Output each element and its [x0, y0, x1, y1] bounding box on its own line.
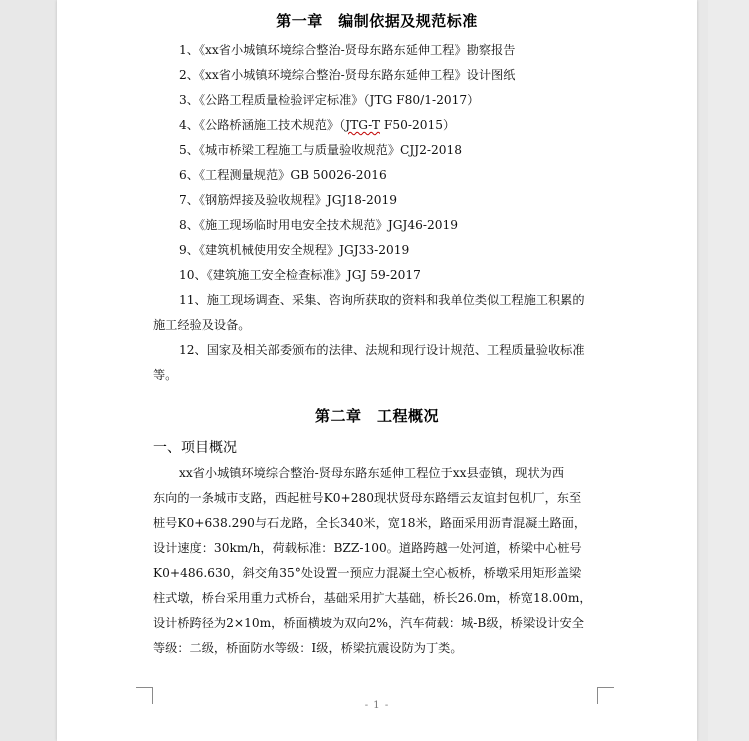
reference-item-10: 10、《建筑施工安全检查标准》JGJ 59-2017	[179, 268, 421, 282]
document-page[interactable]	[57, 0, 697, 741]
reference-item-4	[179, 117, 455, 133]
reference-item-11-line-2: 施工经验及设备。	[153, 318, 251, 332]
overview-paragraph-line-8: 等级：二级，桥面防水等级：I级，桥梁抗震设防为丁类。	[153, 641, 463, 655]
reference-item-9: 9、《建筑机械使用安全规程》JGJ33-2019	[179, 243, 410, 257]
chapter-2-title: 第二章 工程概况	[314, 407, 439, 425]
overview-paragraph-line-2: 东向的一条城市支路，西起桩号K0+280现状贤母东路缙云友谊封包机厂，东至	[153, 491, 582, 505]
page-number: - 1 -	[364, 700, 390, 711]
overview-paragraph-line-3: 桩号K0+638.290与石龙路，全长340米，宽18米，路面采用沥青混凝土路面，	[153, 516, 587, 530]
reference-item-2: 2、《xx省小城镇环境综合整治-贤母东路东延伸工程》设计图纸	[179, 68, 516, 82]
chapter-1-title: 第一章 编制依据及规范标准	[276, 12, 478, 30]
reference-item-4-head: 4、《公路桥涵施工技术规范》（	[179, 118, 346, 132]
overview-paragraph-line-7: 设计桥跨径为2×10m，桥面横坡为双向2%，汽车荷载：城-B级，桥梁设计安全	[153, 616, 584, 630]
reference-item-12-line-1: 12、国家及相关部委颁布的法律、法规和现行设计规范、工程质量验收标准	[179, 343, 585, 357]
overview-paragraph-line-6: 柱式墩，桥台采用重力式桥台，基础采用扩大基础，桥长26.0m，桥宽18.00m，	[153, 591, 592, 605]
reference-item-5: 5、《城市桥梁工程施工与质量验收规范》CJJ2-2018	[179, 143, 463, 157]
left-gutter	[0, 0, 57, 741]
reference-item-8: 8、《施工现场临时用电安全技术规范》JGJ46-2019	[179, 218, 458, 232]
reference-item-3: 3、《公路工程质量检验评定标准》（JTG F80/1-2017）	[179, 93, 480, 107]
reference-item-12-line-2: 等。	[153, 368, 178, 382]
overview-paragraph-line-5: K0+486.630，斜交角35°处设置一预应力混凝土空心板桥，桥墩采用矩形盖梁	[153, 566, 582, 580]
right-scroll-rail[interactable]	[708, 0, 749, 741]
section-project-overview-title: 一、项目概况	[153, 440, 237, 456]
reference-item-4-tail: F50-2015）	[379, 118, 456, 132]
reference-item-7: 7、《钢筋焊接及验收规程》JGJ18-2019	[179, 193, 398, 207]
reference-item-6: 6、《工程测量规范》GB 50026-2016	[179, 168, 387, 182]
reference-item-11-line-1: 11、施工现场调查、采集、咨询所获取的资料和我单位类似工程施工积累的	[179, 293, 585, 307]
reference-item-1: 1、《xx省小城镇环境综合整治-贤母东路东延伸工程》勘察报告	[179, 43, 516, 57]
overview-paragraph-line-1: xx省小城镇环境综合整治-贤母东路东延伸工程位于xx县壶镇，现状为西	[179, 466, 565, 480]
overview-paragraph-line-4: 设计速度：30km/h，荷载标准：BZZ-100。道路跨越一处河道，桥梁中心桩号	[153, 541, 582, 555]
spellcheck-underlined-text[interactable]: JTG-T	[345, 118, 380, 132]
